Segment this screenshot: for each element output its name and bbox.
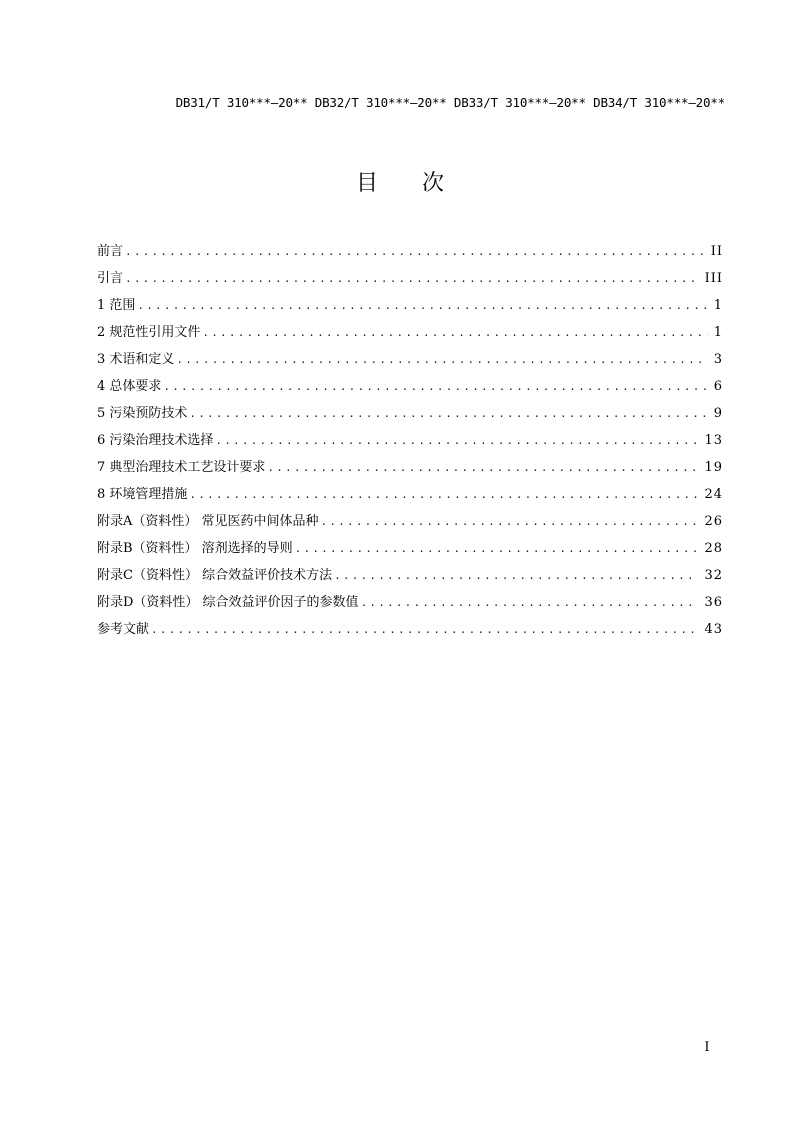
toc-entry-page: 6 — [713, 379, 723, 394]
toc-dot-leader — [321, 515, 699, 528]
toc-entry-pollution-prevention[interactable] — [97, 402, 723, 429]
toc-entry-process-design[interactable] — [97, 456, 723, 483]
toc-entry-page: 19 — [704, 460, 723, 475]
toc-entry-page: II — [710, 244, 723, 259]
toc-entry-annex-b[interactable] — [97, 537, 723, 564]
toc-entry-label: 附录A（资料性） 常见医药中间体品种 — [97, 514, 319, 529]
toc-dot-leader — [334, 569, 698, 582]
toc-entry-label: 附录C（资料性） 综合效益评价技术方法 — [97, 568, 333, 583]
toc-entry-label: 附录D（资料性） 综合效益评价因子的参数值 — [97, 595, 359, 610]
toc-entry-label: 6 污染治理技术选择 — [97, 433, 214, 448]
toc-entry-label: 7 典型治理技术工艺设计要求 — [97, 460, 266, 475]
toc-entry-page: 1 — [713, 298, 723, 313]
toc-entry-label: 1 范围 — [97, 298, 136, 313]
toc-dot-leader — [189, 407, 707, 420]
page-number: I — [704, 1040, 710, 1055]
toc-entry-page: 32 — [704, 568, 723, 583]
toc-dot-leader — [176, 353, 707, 366]
toc-entry-page: 36 — [704, 595, 723, 610]
toc-entry-page: 9 — [713, 406, 723, 421]
toc-entry-annex-d[interactable] — [97, 591, 723, 618]
toc-entry-label: 参考文献 — [97, 622, 150, 637]
toc-dot-leader — [202, 326, 707, 339]
toc-dot-leader — [361, 596, 699, 609]
toc-entry-terms-definitions[interactable] — [97, 348, 723, 375]
toc-entry-label: 5 污染预防技术 — [97, 406, 188, 421]
toc-dot-leader — [189, 488, 698, 501]
toc-dot-leader — [151, 623, 698, 636]
toc-entry-annex-c[interactable] — [97, 564, 723, 591]
toc-dot-leader — [215, 434, 698, 447]
toc-entry-label: 附录B（资料性） 溶剂选择的导则 — [97, 541, 293, 556]
toc-entry-label: 3 术语和定义 — [97, 352, 175, 367]
toc-entry-normative-references[interactable] — [97, 321, 723, 348]
toc-entry-introduction[interactable] — [97, 267, 723, 294]
page-title — [0, 166, 800, 197]
toc-entry-page: 13 — [704, 433, 723, 448]
toc-entry-treatment-selection[interactable] — [97, 429, 723, 456]
toc-entry-general-requirements[interactable] — [97, 375, 723, 402]
title-char-2: 次 — [422, 171, 445, 196]
standard-codes-header: DB31/T 310***—20** DB32/T 310***—20** DB33/T 310***—20** DB34/T 310***—20** — [175, 95, 725, 110]
toc-dot-leader — [125, 245, 705, 258]
toc-entry-bibliography[interactable] — [97, 618, 723, 645]
toc-entry-page: 26 — [704, 514, 723, 529]
toc-entry-label: 前言 — [97, 244, 124, 259]
toc-entry-page: 3 — [713, 352, 723, 367]
toc-entry-foreword[interactable] — [97, 240, 723, 267]
toc-entry-label: 2 规范性引用文件 — [97, 325, 201, 340]
toc-dot-leader — [137, 299, 707, 312]
toc-entry-page: 24 — [704, 487, 723, 502]
toc-entry-annex-a[interactable] — [97, 510, 723, 537]
toc-entry-page: 43 — [704, 622, 723, 637]
toc-entry-environmental-management[interactable] — [97, 483, 723, 510]
toc-dot-leader — [125, 272, 699, 285]
toc-entry-page: 28 — [704, 541, 723, 556]
toc-entry-page: III — [704, 271, 723, 286]
toc-entry-page: 1 — [713, 325, 723, 340]
toc-entry-label: 8 环境管理措施 — [97, 487, 188, 502]
title-char-1: 目 — [355, 171, 378, 196]
toc-dot-leader — [267, 461, 698, 474]
table-of-contents — [97, 240, 723, 645]
toc-entry-scope[interactable] — [97, 294, 723, 321]
toc-dot-leader — [163, 380, 707, 393]
toc-entry-label: 引言 — [97, 271, 124, 286]
toc-dot-leader — [295, 542, 699, 555]
toc-entry-label: 4 总体要求 — [97, 379, 162, 394]
